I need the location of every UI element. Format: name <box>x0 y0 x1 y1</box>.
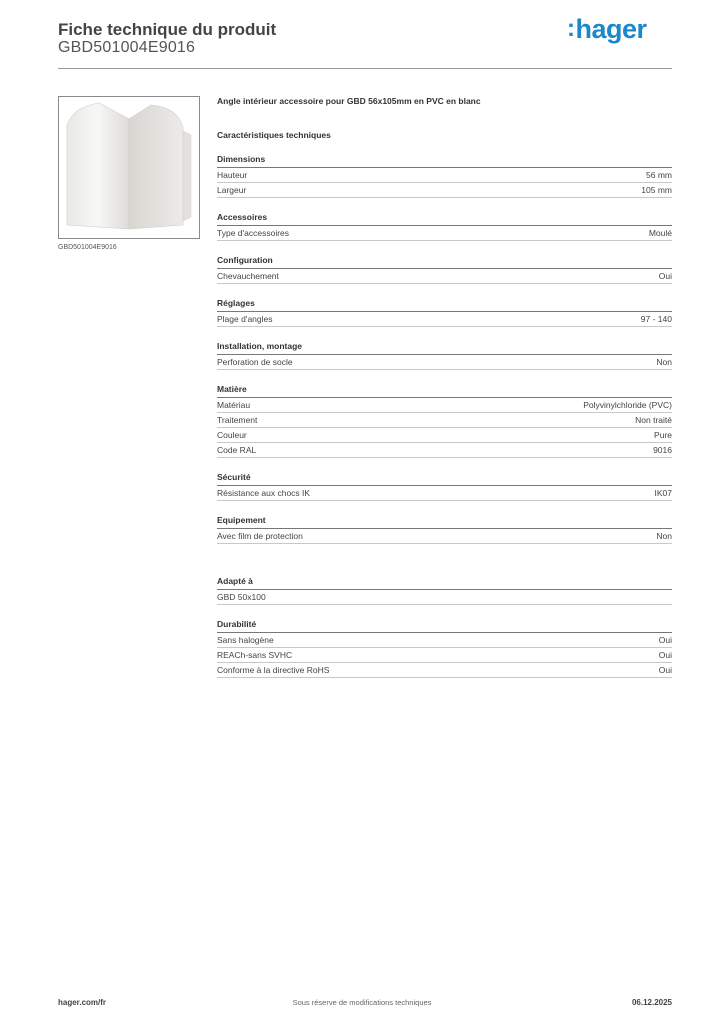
spec-group-title: Accessoires <box>217 212 672 226</box>
spec-group-title: Equipement <box>217 515 672 529</box>
spec-value: IK07 <box>654 488 672 498</box>
spec-value: Non <box>656 531 672 541</box>
logo-colon: : <box>567 15 575 42</box>
adapted-group <box>217 576 672 605</box>
spec-group <box>217 341 672 370</box>
spec-label: Code RAL <box>217 445 257 455</box>
spec-value: 9016 <box>653 445 672 455</box>
durability-group <box>217 619 672 678</box>
spec-group <box>217 515 672 544</box>
spec-row <box>217 312 672 327</box>
spec-row <box>217 428 672 443</box>
spec-row <box>217 355 672 370</box>
image-caption: GBD501004E9016 <box>58 244 117 251</box>
spec-group-title: Sécurité <box>217 472 672 486</box>
spec-row <box>217 269 672 284</box>
spec-label: Perforation de socle <box>217 357 293 367</box>
durability-title: Durabilité <box>217 619 672 633</box>
spec-group-title: Dimensions <box>217 154 672 168</box>
spec-label: Matériau <box>217 400 251 410</box>
spec-label: Conforme à la directive RoHS <box>217 665 330 675</box>
spec-row <box>217 529 672 544</box>
spec-group-title: Réglages <box>217 298 672 312</box>
footer-date: 06.12.2025 <box>631 998 672 1007</box>
footer-website[interactable]: hager.com/fr <box>58 998 107 1007</box>
document-title: Fiche technique du produit <box>58 20 277 39</box>
spec-label: Avec film de protection <box>217 531 303 541</box>
spec-label: Hauteur <box>217 170 248 180</box>
spec-row <box>217 226 672 241</box>
spec-label: Sans halogène <box>217 635 274 645</box>
spec-group <box>217 255 672 284</box>
spec-value: Moulé <box>648 228 672 238</box>
spec-label: Largeur <box>217 185 247 195</box>
spec-label: Chevauchement <box>217 271 279 281</box>
spec-label: Couleur <box>217 430 247 440</box>
spec-group-title: Installation, montage <box>217 341 672 355</box>
spec-group <box>217 298 672 327</box>
spec-row <box>217 648 672 663</box>
spec-group-title: Configuration <box>217 255 672 269</box>
spec-row <box>217 168 672 183</box>
spec-row <box>217 413 672 428</box>
spec-value: 105 mm <box>641 185 672 195</box>
spec-group-title: Matière <box>217 384 672 398</box>
spec-group <box>217 472 672 501</box>
spec-value: Polyvinylchloride (PVC) <box>583 400 672 410</box>
spec-value: Oui <box>658 665 672 675</box>
spec-row <box>217 633 672 648</box>
spec-label: GBD 50x100 <box>217 592 266 602</box>
spec-label: Plage d'angles <box>217 314 273 324</box>
spec-groups <box>217 154 672 544</box>
hager-logo <box>567 14 647 45</box>
product-description: Angle intérieur accessoire pour GBD 56x105mm en PVC en blanc <box>217 96 481 106</box>
adapted-title: Adapté à <box>217 576 672 590</box>
spec-value: Oui <box>658 650 672 660</box>
spec-value: Oui <box>658 271 672 281</box>
spec-row <box>217 443 672 458</box>
spec-label: Type d'accessoires <box>217 228 290 238</box>
angle-accessory-illustration <box>59 97 199 238</box>
spec-group <box>217 384 672 458</box>
spec-value: 56 mm <box>646 170 672 180</box>
spec-row <box>217 590 672 605</box>
footer-disclaimer: Sous réserve de modifications techniques <box>292 998 432 1007</box>
spec-value: 97 - 140 <box>640 314 672 324</box>
spec-label: Résistance aux chocs IK <box>217 488 311 498</box>
spec-group <box>217 154 672 198</box>
spec-content <box>217 96 672 692</box>
spec-value: Non traité <box>635 415 672 425</box>
spec-row <box>217 183 672 198</box>
spec-label: Traitement <box>217 415 258 425</box>
product-reference: GBD501004E9016 <box>58 39 196 56</box>
spec-label: REACh-sans SVHC <box>217 650 293 660</box>
logo-text: hager <box>575 14 647 44</box>
spec-group <box>217 212 672 241</box>
product-image <box>58 96 200 239</box>
header-divider <box>58 68 672 69</box>
spec-row <box>217 398 672 413</box>
specs-title: Caractéristiques techniques <box>217 130 331 140</box>
spec-value: Pure <box>654 430 672 440</box>
spec-row <box>217 486 672 501</box>
spec-row <box>217 663 672 678</box>
spec-value: Oui <box>658 635 672 645</box>
spec-value: Non <box>656 357 672 367</box>
